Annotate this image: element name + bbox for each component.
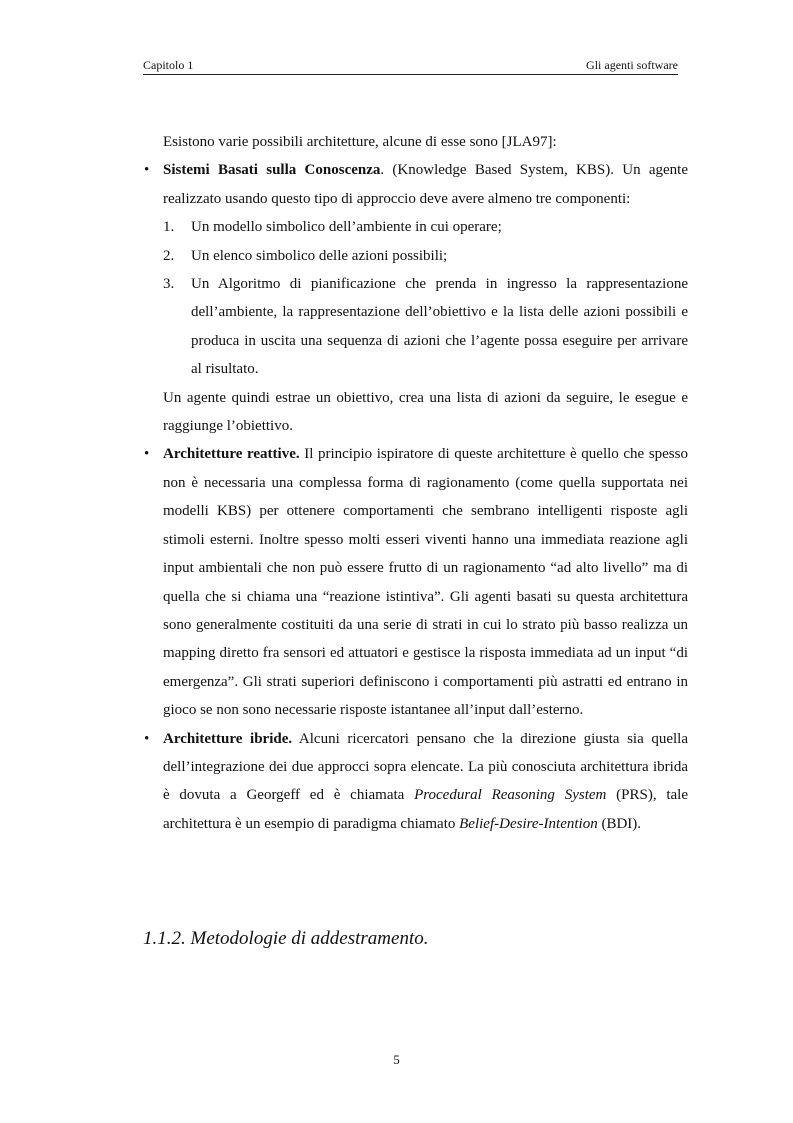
list-number: 2. [163, 247, 175, 264]
list-item-text: Un elenco simbolico delle azioni possibili; [191, 247, 448, 264]
list-number: 3. [163, 276, 175, 293]
bullet-kbs [143, 156, 688, 440]
bullet-hybrid-title: Architetture ibride. [163, 730, 293, 747]
kbs-components-list [163, 213, 688, 383]
bullet-kbs-after: Un agente quindi estrae un obiettivo, crea una lista di azioni da seguire, le esegue e raggiunge l’obiettivo. [163, 389, 688, 435]
section-heading: 1.1.2. Metodologie di addestramento. [143, 928, 429, 949]
bullet-hybrid-body-a: Alcuni ricercatori pensano che la direzione giusta sia quella dell’integrazione dei due approcci sopra elencate. La più conosciuta architettura ibrida è dovuta a Georgeff ed è chiamata [163, 730, 688, 804]
bullet-hybrid [143, 725, 688, 839]
bullet-dot: • [144, 446, 150, 463]
bullet-kbs-title: Sistemi Basati sulla Conoscenza [163, 162, 381, 179]
bullet-reactive-body: Il principio ispiratore di queste architetture è quello che spesso non è necessaria una complessa forma di ragionamento (come quella supportata nei modelli KBS) per ottenere comportamenti che sembrano intelligenti risposte agli stimoli esterni. Inoltre spesso molti esseri viventi hanno una immediata reazione agli input ambientali che non può essere frutto di un ragionamento “ad alto livello” ma di quella che si chiama una “reazione istintiva”. Gli agenti basati su questa architettura sono generalmente costituiti da una serie di strati in cui lo strato più basso realizza un mapping diretto fra sensori ed attuatori e gestisce la risposta immediata ad un input “di emergenza”. Gli strati superiori definiscono i comportamenti più astratti ed entrano in gioco se non sono necessarie risposte istantanee all’input dall’esterno. [163, 446, 688, 719]
bullet-dot: • [144, 730, 150, 747]
header-chapter: Capitolo 1 [143, 58, 194, 72]
bullet-hybrid-prs: Procedural Reasoning System [414, 787, 607, 804]
bullet-kbs-body: . (Knowledge Based System, KBS). Un agente realizzato usando questo tipo di approccio deve avere almeno tre componenti: [163, 162, 689, 207]
list-item [163, 270, 688, 384]
bullet-hybrid-bdi: Belief-Desire-Intention [459, 815, 598, 832]
list-item [163, 213, 688, 241]
bullet-hybrid-body-b: (PRS), tale architettura è un esempio di paradigma chiamato [163, 787, 688, 832]
list-item-text: Un Algoritmo di pianificazione che prenda in ingresso la rappresentazione dell’ambiente, la rappresentazione dell’obiettivo e la lista delle azioni possibili e produca in uscita una sequenza di azioni che l’agente possa eseguire per arrivare al risultato. [191, 276, 688, 378]
intro-paragraph: Esistono varie possibili architetture, alcune di esse sono [JLA97]: [163, 134, 557, 150]
page-header [143, 58, 678, 75]
list-number: 1. [163, 219, 175, 236]
bullet-reactive [143, 440, 688, 724]
bullet-reactive-title: Architetture reattive. [163, 446, 300, 463]
bullet-hybrid-text [163, 725, 688, 839]
bullet-hybrid-body-c: (BDI). [597, 815, 642, 832]
list-item-text: Un modello simbolico dell’ambiente in cui operare; [191, 219, 502, 236]
list-item [163, 242, 688, 270]
page-number: 5 [393, 1052, 400, 1067]
header-title: Gli agenti software [586, 58, 678, 72]
bullet-kbs-text [163, 156, 688, 213]
page-body [143, 128, 688, 838]
bullet-dot: • [144, 162, 150, 179]
bullet-reactive-text [163, 440, 688, 724]
